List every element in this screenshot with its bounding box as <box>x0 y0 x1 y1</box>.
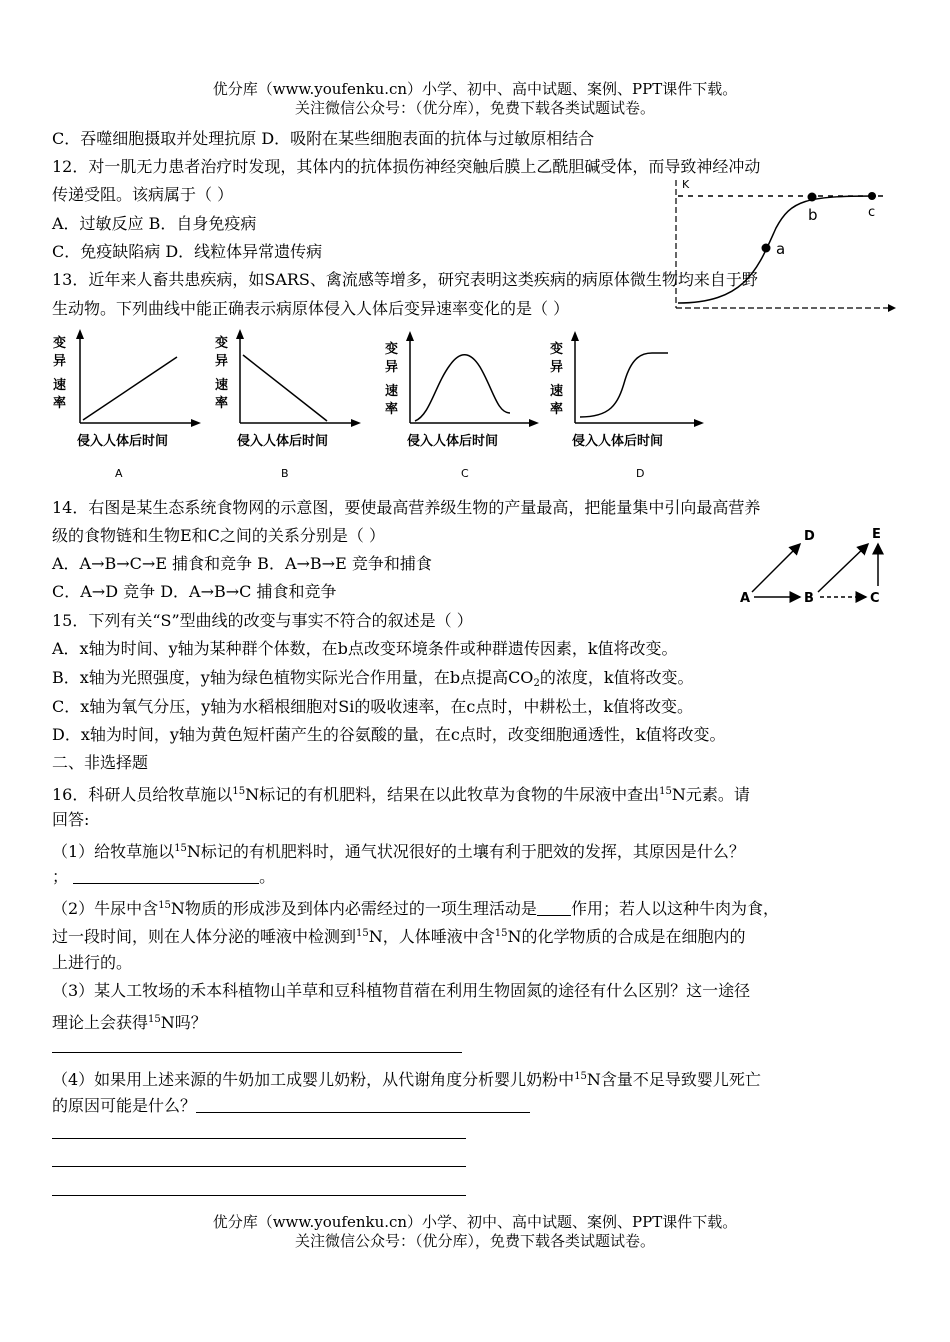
q16-part-3-line-2: 理论上会获得$^{15}$N吗？ <box>52 1013 207 1032</box>
graph-c-ylabel-1: 变 <box>385 342 399 357</box>
graph-d-ylabel-4: 率 <box>550 402 564 417</box>
graph-d <box>550 331 704 480</box>
k-label: K <box>682 178 690 191</box>
point-c-label: c <box>868 205 876 220</box>
graph-b-xlabel: 侵入人体后时间 <box>237 434 329 449</box>
graph-c-ylabel-2: 异 <box>385 360 399 375</box>
q16-part-3-line-1: （3）某人工牧场的禾本科植物山羊草和豆科植物苜蓿在利用生物固氮的途径有什么区别？这一途径 <box>52 981 751 1000</box>
q16-part-2-line-2: 过一段时间，则在人体分泌的唾液中检测到$^{15}$N，人体唾液中含$^{15}$N的化学物质的合成是在细胞内的 <box>52 927 746 946</box>
q16-part-2-line-3: 上进行的。 <box>52 953 133 972</box>
graph-d-ylabel-2: 异 <box>550 360 564 375</box>
graph-c-ylabel-4: 率 <box>385 402 399 417</box>
q15-stem: 15．下列有关“S”型曲线的改变与事实不符合的叙述是（ ） <box>52 611 473 630</box>
graph-b-ylabel-3: 速 <box>215 378 229 393</box>
answer-line-4b[interactable] <box>52 1166 466 1167</box>
node-b: B <box>804 591 814 606</box>
graph-b-label: B <box>281 467 289 480</box>
header-line-1: 优分库（www.youfenku.cn）小学、初中、高中试题、案例、PPT课件下载。 <box>212 80 738 98</box>
answer-line-4a[interactable] <box>52 1138 466 1139</box>
graph-c-label: C <box>461 467 469 480</box>
graph-b-curve <box>243 355 327 421</box>
graph-b-ylabel-1: 变 <box>215 336 229 351</box>
q12-options-cd: C．免疫缺陷病 D．线粒体异常遗传病 <box>52 242 323 261</box>
node-d: D <box>804 529 815 544</box>
graph-a-ylabel-4: 率 <box>53 396 67 411</box>
graph-d-xlabel: 侵入人体后时间 <box>572 434 664 449</box>
graph-a-xlabel: 侵入人体后时间 <box>77 434 169 449</box>
q15-option-d: D．x轴为时间，y轴为黄色短杆菌产生的谷氨酸的量，在c点时，改变细胞通透性，k值将改变。 <box>52 725 726 744</box>
q14-stem-line-1: 14．右图是某生态系统食物网的示意图，要使最高营养级生物的产量最高，把能量集中引向最高营养 <box>52 498 761 517</box>
section-2-title: 二、非选择题 <box>52 753 149 772</box>
q14-options-ab: A．A→B→C→E 捕食和竞争 B．A→B→E 竞争和捕食 <box>52 554 432 573</box>
q13-stem-line-2: 生动物。下列曲线中能正确表示病原体侵入人体后变异速率变化的是（ ） <box>52 299 570 318</box>
point-a-marker <box>762 244 771 253</box>
graph-b-ylabel-4: 率 <box>215 396 229 411</box>
q14-stem-line-2: 级的食物链和生物E和C之间的关系分别是（ ） <box>52 526 386 545</box>
graph-d-ylabel-1: 变 <box>550 342 564 357</box>
point-b-label: b <box>808 206 818 224</box>
graph-a-ylabel-2: 异 <box>53 354 67 369</box>
answer-line-3[interactable] <box>52 1052 462 1053</box>
point-b-marker <box>808 193 817 202</box>
q16-part-2-line-1: （2）牛尿中含$^{15}$N物质的形成涉及到体内必需经过的一项生理活动是 作用；若人以这种牛肉为食， <box>52 899 779 918</box>
answer-blank-1[interactable] <box>73 869 259 884</box>
point-a-label: a <box>776 240 786 258</box>
graph-c-ylabel-3: 速 <box>385 384 399 399</box>
q12-stem-line-1: 12．对一肌无力患者治疗时发现，其体内的抗体损伤神经突触后膜上乙酰胆碱受体，而导致神经冲动 <box>52 157 761 176</box>
q16-part-1-answer: ； 。 <box>52 867 276 886</box>
answer-blank-4[interactable] <box>196 1098 530 1113</box>
graph-a-label: A <box>115 467 123 480</box>
graph-c <box>385 331 539 480</box>
q12-options-ab: A．过敏反应 B．自身免疫病 <box>52 214 257 233</box>
footer-line-1: 优分库（www.youfenku.cn）小学、初中、高中试题、案例、PPT课件下载。 <box>212 1213 738 1231</box>
graph-d-label: D <box>636 467 645 480</box>
node-c: C <box>870 591 880 606</box>
q16-part-4-line-1: （4）如果用上述来源的牛奶加工成婴儿奶粉，从代谢角度分析婴儿奶粉中$^{15}$N含量不足导致婴儿死亡 <box>52 1070 761 1089</box>
graph-a <box>53 329 201 480</box>
food-web <box>738 520 898 610</box>
node-e: E <box>872 527 881 542</box>
point-c-marker <box>868 192 876 200</box>
q16-part-1: （1）给牧草施以$^{15}$N标记的有机肥料时，通气状况很好的土壤有利于肥效的发挥，其原因是什么？ <box>52 842 745 861</box>
graph-b <box>215 329 361 480</box>
node-a: A <box>740 591 751 606</box>
q16-stem-line-2: 回答: <box>52 810 90 829</box>
graph-c-curve <box>415 355 510 421</box>
q15-option-c: C．x轴为氧气分压，y轴为水稻根细胞对Si的吸收速率，在c点时，中耕松土，k值将改变。 <box>52 697 694 716</box>
graph-a-ylabel-1: 变 <box>53 336 67 351</box>
q14-options-cd: C．A→D 竞争 D．A→B→C 捕食和竞争 <box>52 582 337 601</box>
q16-stem-line-1: 16．科研人员给牧草施以$^{15}$N标记的有机肥料，结果在以此牧草为食物的牛尿液中查出$^{15}$N元素。请 <box>52 785 750 804</box>
q15-option-b: B．x轴为光照强度，y轴为绿色植物实际光合作用量，在b点提高$CO_2$的浓度，k值将改变。 <box>52 668 694 689</box>
graph-a-ylabel-3: 速 <box>53 378 67 393</box>
q15-option-a: A．x轴为时间、y轴为某种群个体数，在b点改变环境条件或种群遗传因素，k值将改变。 <box>52 639 678 658</box>
q13-graphs <box>45 325 725 485</box>
q16-part-4-line-2: 的原因可能是什么？ <box>52 1095 530 1117</box>
header-line-2: 关注微信公众号：（优分库），免费下载各类试题试卷。 <box>294 99 655 117</box>
graph-d-curve <box>580 353 668 417</box>
answer-line-4c[interactable] <box>52 1195 466 1196</box>
q11-options-cd: C．吞噬细胞摄取并处理抗原 D．吸附在某些细胞表面的抗体与过敏原相结合 <box>52 129 595 148</box>
graph-d-ylabel-3: 速 <box>550 384 564 399</box>
q13-stem-line-1: 13．近年来人畜共患疾病，如SARS、禽流感等增多，研究表明这类疾病的病原体微生物均来自于野 <box>52 270 758 289</box>
footer-line-2: 关注微信公众号：（优分库），免费下载各类试题试卷。 <box>294 1232 655 1250</box>
answer-blank-2[interactable] <box>537 901 571 916</box>
graph-c-xlabel: 侵入人体后时间 <box>407 434 499 449</box>
graph-a-curve <box>83 357 177 420</box>
s-curve-figure <box>666 168 906 318</box>
q12-stem-line-2: 传递受阻。该病属于（ ） <box>52 185 234 204</box>
graph-b-ylabel-2: 异 <box>215 354 229 369</box>
